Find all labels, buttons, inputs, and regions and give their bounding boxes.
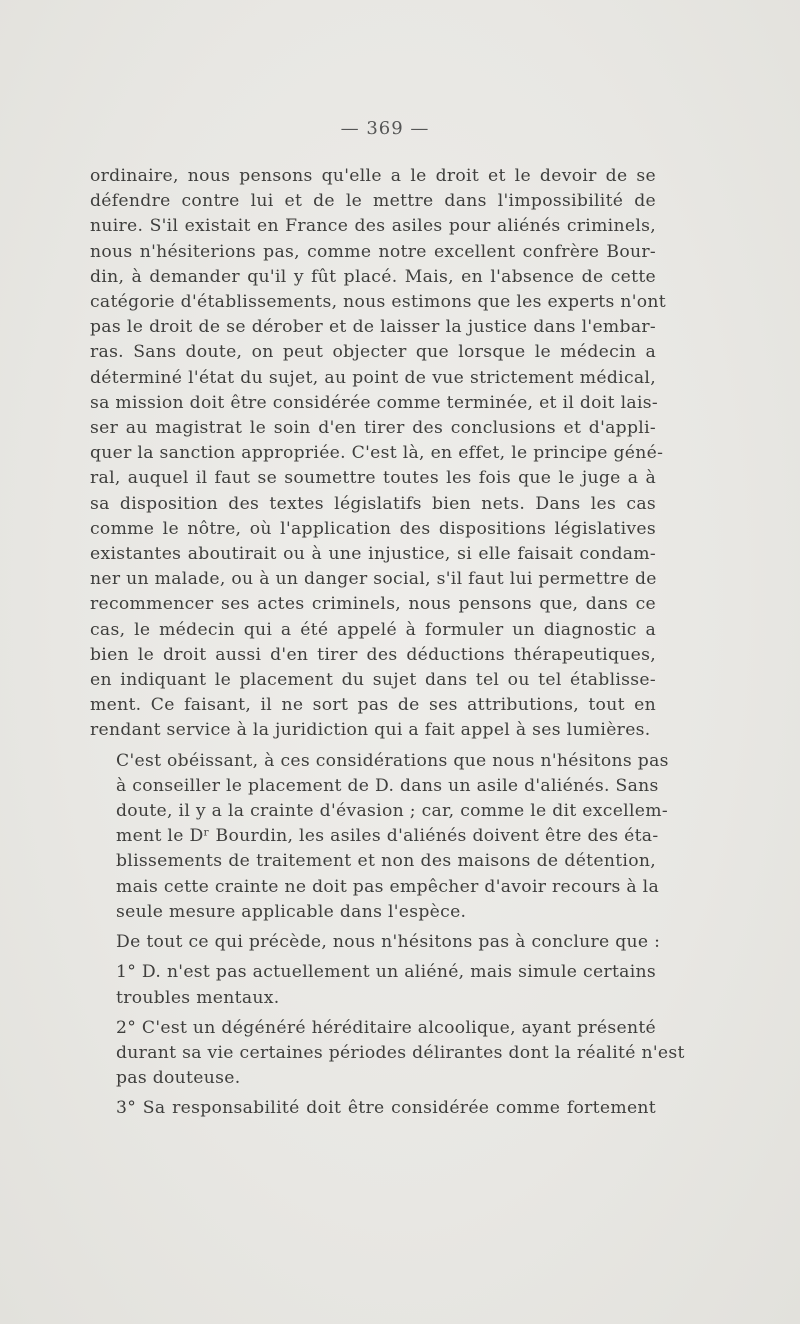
text-line: 2° C'est un dégénéré héréditaire alcoolique, ayant présenté	[116, 1017, 657, 1038]
text-line: C'est obéissant, à ces considérations que nous n'hésitons pas	[116, 750, 669, 771]
text-line: quer la sanction appropriée. C'est là, en effet, le principe géné-	[90, 443, 664, 464]
text-line: comme le nôtre, où l'application des dispositions législatives	[90, 518, 656, 539]
text-line: ras. Sans doute, on peut objecter que lorsque le médecin a	[90, 342, 656, 363]
text-line: défendre contre lui et de le mettre dans l'impossibilité de	[90, 191, 656, 212]
conclusion-item-3	[90, 1096, 656, 1121]
text-line: existantes aboutirait ou à une injustice, si elle faisait condam-	[90, 544, 656, 565]
conclusion-item-1	[90, 960, 656, 1010]
text-line: nous n'hésiterions pas, comme notre excellent confrère Bour-	[90, 241, 656, 262]
text-line: bien le droit aussi d'en tirer des déductions thérapeutiques,	[90, 644, 656, 665]
text-line: pas douteuse.	[116, 1068, 241, 1089]
text-line: din, à demander qu'il y fût placé. Mais, en l'absence de cette	[90, 266, 656, 287]
text-line: recommencer ses actes criminels, nous pensons que, dans ce	[90, 594, 656, 615]
text-line: durant sa vie certaines périodes délirantes dont la réalité n'est	[116, 1042, 685, 1063]
text-line: ral, auquel il faut se soumettre toutes les fois que le juge a à	[90, 468, 656, 489]
paragraph-1	[90, 164, 666, 744]
paragraph-2	[90, 749, 669, 925]
text-line: doute, il y a la crainte d'évasion ; car, comme le dit excellem-	[116, 801, 668, 822]
text-line: rendant service à la juridiction qui a fait appel à ses lumières.	[90, 720, 651, 741]
text-line: nuire. S'il existait en France des asiles pour aliénés criminels,	[90, 216, 656, 237]
text-line: 1° D. n'est pas actuellement un aliéné, mais simule certains	[116, 962, 656, 983]
text-line: ordinaire, nous pensons qu'elle a le droit et le devoir de se	[90, 166, 656, 186]
text-line: cas, le médecin qui a été appelé à formuler un diagnostic a	[90, 619, 656, 640]
text-line: De tout ce qui précède, nous n'hésitons pas à conclure que :	[116, 932, 661, 953]
text-line: déterminé l'état du sujet, au point de vue strictement médical,	[90, 367, 656, 388]
text-line: seule mesure applicable dans l'espèce.	[116, 901, 467, 922]
page-number: — 369 —	[340, 118, 430, 139]
text-line: en indiquant le placement du sujet dans tel ou tel établisse-	[90, 670, 656, 691]
text-line: sa disposition des textes législatifs bien nets. Dans les cas	[90, 493, 656, 514]
conclusion-item-2	[90, 1016, 685, 1092]
text-line: mais cette crainte ne doit pas empêcher d'avoir recours à la	[116, 876, 660, 897]
text-line: sa mission doit être considérée comme terminée, et il doit lais-	[90, 392, 658, 413]
text-line: troubles mentaux.	[116, 987, 280, 1008]
text-line: 3° Sa responsabilité doit être considérée comme fortement	[116, 1098, 656, 1119]
body-text	[90, 164, 685, 1122]
text-line: pas le droit de se dérober et de laisser la justice dans l'embar-	[90, 317, 656, 338]
text-line: à conseiller le placement de D. dans un asile d'aliénés. Sans	[116, 775, 659, 796]
text-line: ment. Ce faisant, il ne sort pas de ses attributions, tout en	[90, 695, 656, 716]
text-line: ser au magistrat le soin d'en tirer des conclusions et d'appli-	[90, 418, 656, 439]
text-line: blissements de traitement et non des maisons de détention,	[116, 851, 656, 872]
text-line: ner un malade, ou à un danger social, s'il faut lui permettre de	[90, 569, 657, 590]
text-line: ment le Dʳ Bourdin, les asiles d'aliénés doivent être des éta-	[116, 826, 659, 847]
paragraph-3	[90, 930, 661, 955]
text-line: catégorie d'établissements, nous estimons que les experts n'ont	[90, 292, 666, 313]
